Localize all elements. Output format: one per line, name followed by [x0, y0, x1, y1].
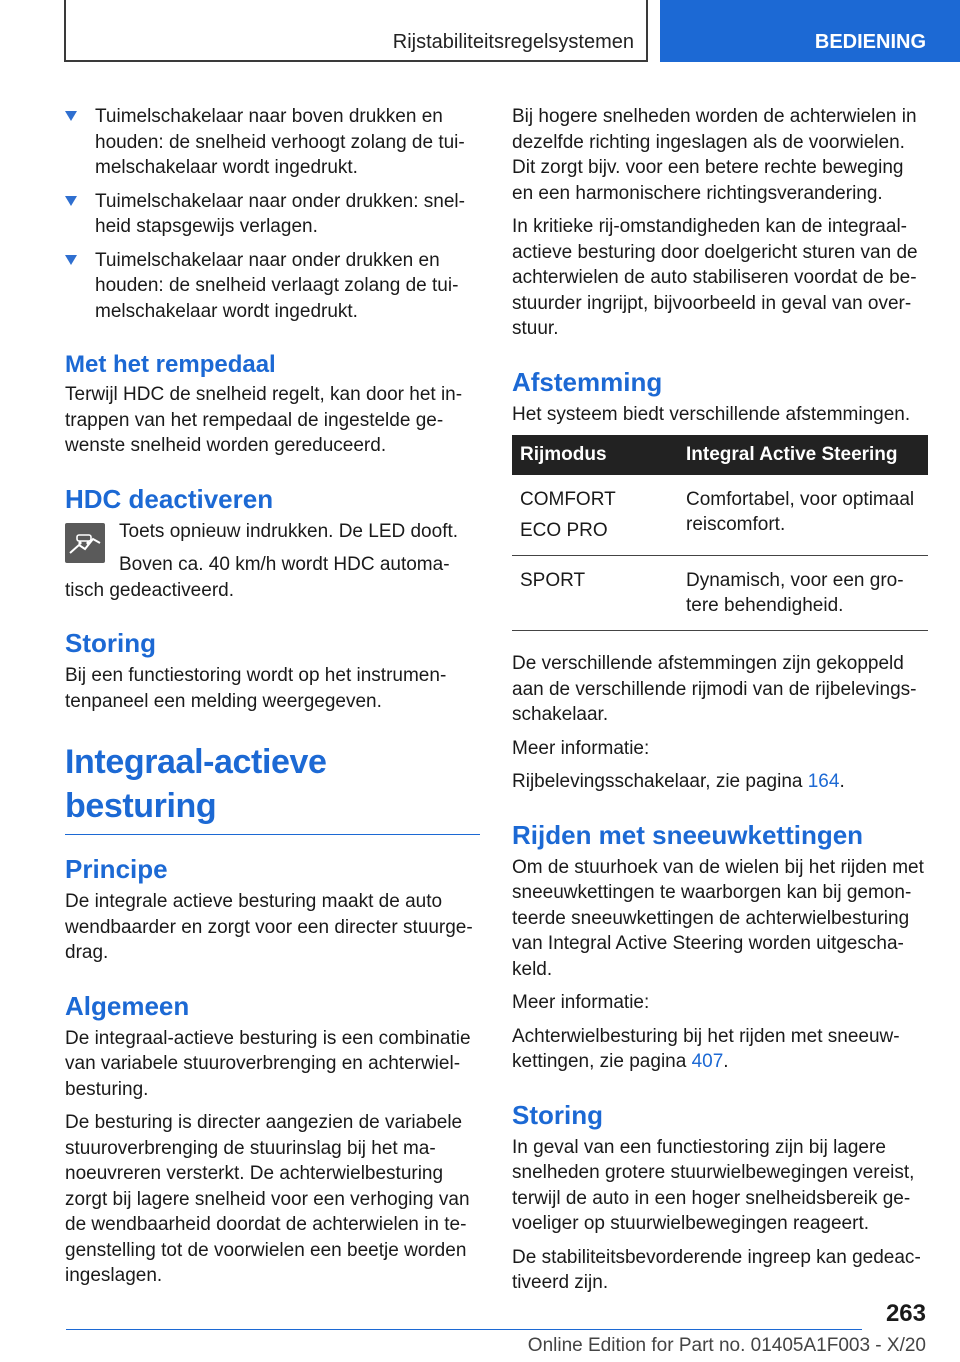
right-column	[512, 104, 928, 1304]
main-heading: Integraal-actieve besturing	[65, 740, 480, 835]
table-header-row	[512, 435, 928, 475]
table-header-rijmodus: Rijmodus	[512, 435, 678, 475]
storing-text-1: In geval van een functiestoring zijn bij lagere snelheden grotere stuurwielbewegingen vereist, terwijl de auto in een hoger snelheidsbereik gevoeliger op stuurwielbewegingen reageert.	[512, 1136, 915, 1234]
table-cell-desc: Comfortabel, voor optimaal reiscomfort.	[678, 475, 928, 556]
hdc-button-icon	[65, 523, 105, 563]
storing-heading: Storing	[65, 628, 156, 658]
reference-1: Rijbelevingsschakelaar, zie pagina 164.	[512, 771, 845, 792]
table-header-steering: Integral Active Steering	[678, 435, 928, 475]
list-item: Tuimelschakelaar naar onder drukken: snelheid stapsgewijs verlagen.	[65, 189, 480, 240]
page-link-164[interactable]: 164	[807, 771, 840, 792]
section-title: Rijstabiliteitsregelsystemen	[64, 0, 648, 62]
storing-text: Bij een functiestoring wordt op het instrumentenpaneel een melding weergegeven.	[65, 665, 447, 712]
bullet-triangle-icon	[65, 111, 77, 121]
sneeuw-heading: Rijden met sneeuwkettingen	[512, 819, 864, 850]
principe-text: De integrale actieve besturing maakt de auto wendbaarder en zorgt voor een directer stuurgedrag.	[65, 891, 473, 963]
principe-heading: Principe	[65, 854, 168, 884]
intro-text-1: Bij hogere snelheden worden de achterwielen in dezelfde richting ingeslagen als de voorwielen. Dit zorgt bijv. voor een betere rechte beweging en een harmonischere richtingsverandering.	[512, 106, 917, 204]
algemeen-text-1: De integraal-actieve besturing is een combinatie van variabele stuuroverbrenging en achterwielbesturing.	[65, 1027, 471, 1100]
page-number: 263	[885, 1300, 926, 1327]
table-cell-mode: SPORT	[512, 556, 678, 631]
hdc-heading: HDC deactiveren	[65, 483, 274, 514]
meer-info-label: Meer informatie:	[512, 992, 650, 1013]
page-link-407[interactable]: 407	[691, 1051, 724, 1072]
hdc-instruction: Toets opnieuw indrukken. De LED dooft.	[65, 519, 480, 545]
left-column	[65, 104, 480, 1297]
chapter-tab: BEDIENING	[660, 0, 960, 62]
table-row	[512, 475, 928, 556]
page-header	[0, 0, 960, 66]
rempedaal-heading: Met het rempedaal	[65, 351, 276, 378]
table-cell-mode: COMFORT ECO PRO	[512, 475, 678, 556]
hdc-text: Boven ca. 40 km/h wordt HDC automatisch gedeactiveerd.	[65, 554, 450, 601]
list-item: Tuimelschakelaar naar boven drukken en houden: de snelheid verhoogt zolang de tuimelschakelaar wordt ingedrukt.	[65, 104, 480, 181]
bullet-triangle-icon	[65, 196, 77, 206]
list-item: Tuimelschakelaar naar onder drukken en houden: de snelheid verlaagt zolang de tuimelschakelaar wordt ingedrukt.	[65, 248, 480, 325]
intro-text-2: In kritieke rij-omstandigheden kan de integraal-actieve besturing door doelgericht sturen van de achterwielen de auto stabiliseren voordat de bestuurder ingrijpt, bijvoorbeeld in geval van overstuur.	[512, 216, 918, 339]
afstemming-heading: Afstemming	[512, 366, 663, 397]
meer-info-label: Meer informatie:	[512, 737, 650, 759]
footer-divider	[66, 1329, 862, 1330]
algemeen-heading: Algemeen	[65, 990, 190, 1021]
sneeuw-text: Om de stuurhoek van de wielen bij het rijden met sneeuwkettingen te waarborgen kan bij gemonteerde sneeuwkettingen de achterwielbesturing van Integral Active Steering worden uitgeschakeld.	[512, 856, 924, 980]
afstemming-text: Het systeem biedt verschillende afstemmingen.	[512, 403, 911, 425]
edition-text: Online Edition for Part no. 01405A1F003 - X/20	[527, 1335, 926, 1356]
storing-heading-right: Storing	[512, 1099, 603, 1130]
reference-2: Achterwielbesturing bij het rijden met sneeuwkettingen, zie pagina 407.	[512, 1025, 900, 1072]
algemeen-text-2: De besturing is directer aangezien de variabele stuuroverbrenging de stuurinslag bij het manoeuvreren versterkt. De achterwielbesturing zorgt bij lagere snelheid voor een verhoging van de wendbaarheid doordat de achterwielen in tegenstelling tot de voorwielen een beetje worden ingeslagen.	[65, 1112, 470, 1286]
table-cell-desc: Dynamisch, voor een grotere behendigheid.	[678, 556, 928, 631]
koppel-text: De verschillende afstemmingen zijn gekoppeld aan de verschillende rijmodi van de rijbelevingsschakelaar.	[512, 653, 917, 725]
storing-text-2: De stabiliteitsbevorderende ingreep kan gedeactiveerd zijn.	[512, 1246, 921, 1293]
afstemming-table	[512, 435, 928, 631]
table-row	[512, 556, 928, 631]
rempedaal-text: Terwijl HDC de snelheid regelt, kan door het intrappen van het rempedaal de ingestelde gewenste snelheid worden gereduceerd.	[65, 384, 463, 456]
bullet-triangle-icon	[65, 255, 77, 265]
